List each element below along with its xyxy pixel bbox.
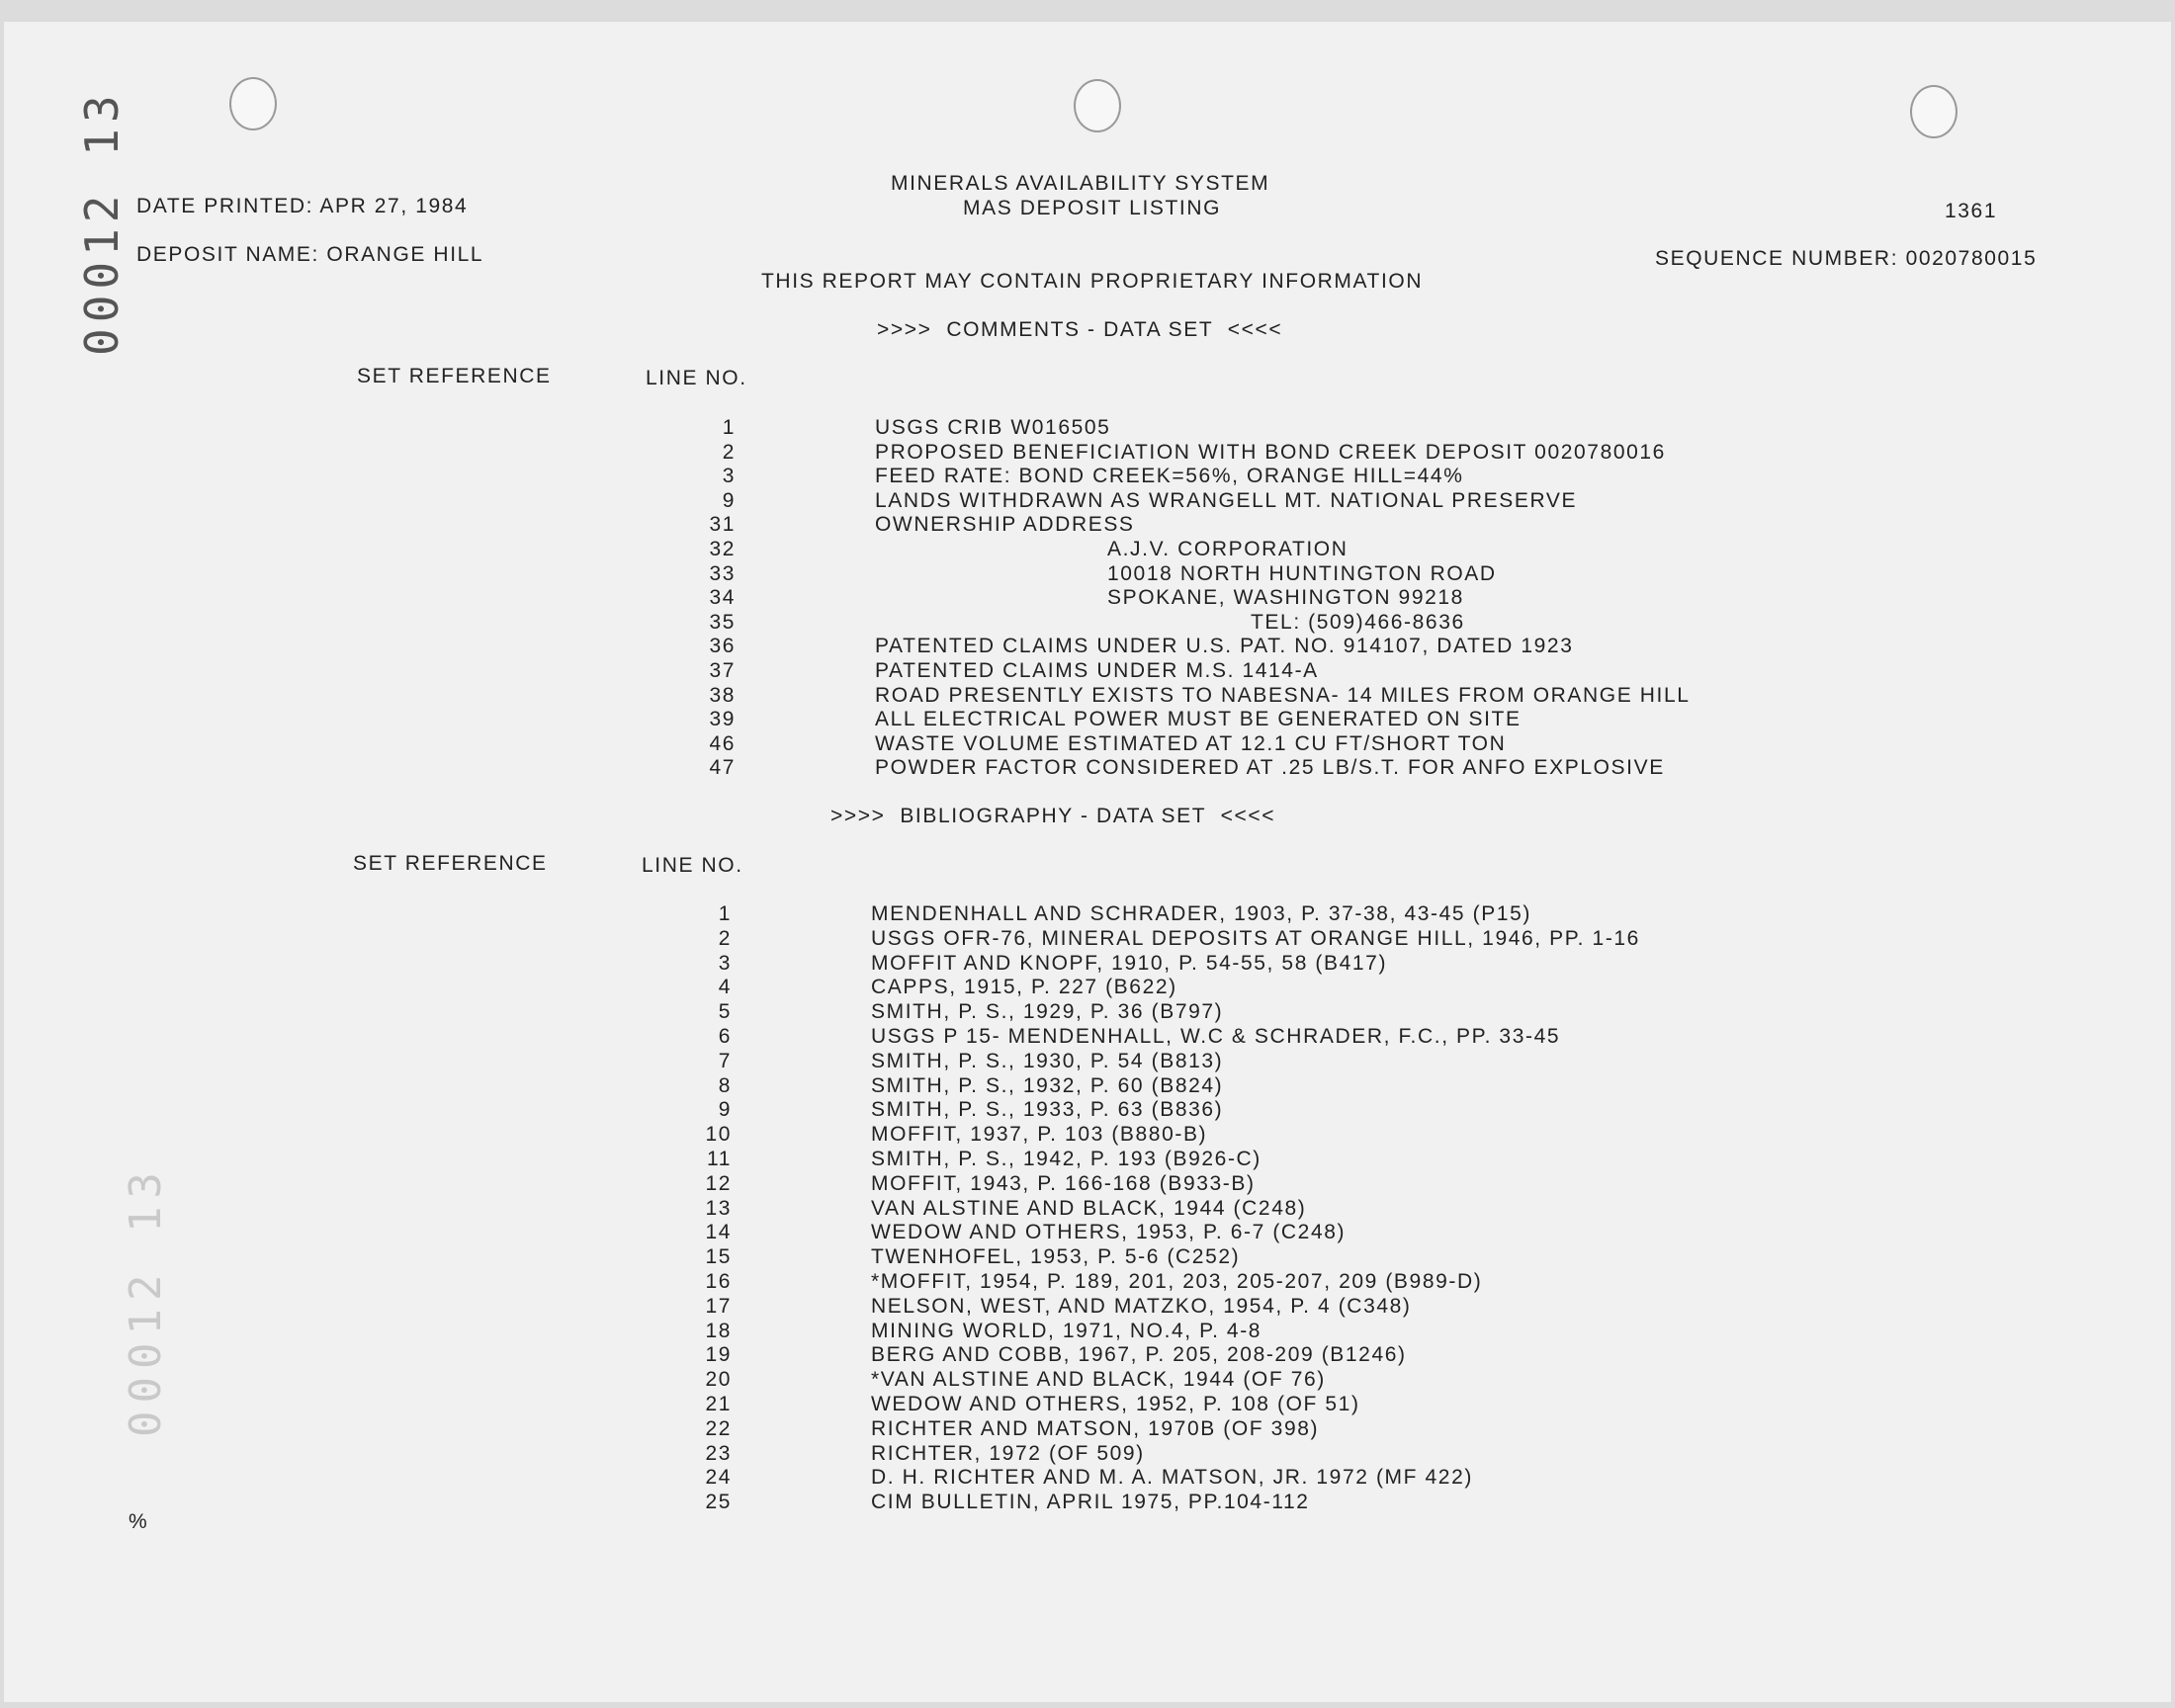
comment-line-text: ROAD PRESENTLY EXISTS TO NABESNA- 14 MILES FROM ORANGE HILL: [875, 683, 1691, 707]
bibliography-line-text: MOFFIT, 1937, P. 103 (B880-B): [871, 1123, 1208, 1147]
comment-line-number: 36: [709, 635, 736, 658]
bibliography-line-text: VAN ALSTINE AND BLACK, 1944 (C248): [871, 1196, 1307, 1220]
printout-page: [4, 22, 2171, 1702]
bibliography-line-number: 14: [705, 1221, 732, 1244]
footer-mark: %: [129, 1510, 149, 1533]
bibliography-line-number: 21: [705, 1393, 732, 1415]
bibliography-line-text: CAPPS, 1915, P. 227 (B622): [871, 976, 1177, 999]
bibliography-line-text: MOFFIT AND KNOPF, 1910, P. 54-55, 58 (B417): [871, 951, 1388, 975]
sequence-number: SEQUENCE NUMBER: 0020780015: [1655, 247, 2038, 270]
comment-line-text: FEED RATE: BOND CREEK=56%, ORANGE HILL=44%: [875, 465, 1464, 488]
bibliography-line-text: SMITH, P. S., 1942, P. 193 (B926-C): [871, 1148, 1262, 1170]
comments-section-title: >>>> COMMENTS - DATA SET <<<<: [877, 318, 1283, 341]
punch-hole-left: [229, 77, 277, 130]
bibliography-line-number: 19: [705, 1343, 732, 1367]
comment-line-number: 46: [709, 731, 736, 755]
bibliography-line-text: *MOFFIT, 1954, P. 189, 201, 203, 205-207, 209 (B989-D): [871, 1270, 1483, 1293]
comment-line-text: PATENTED CLAIMS UNDER U.S. PAT. NO. 914107, DATED 1923: [875, 635, 1574, 658]
bibliography-line-number: 7: [718, 1049, 732, 1072]
bibliography-line-text: *VAN ALSTINE AND BLACK, 1944 (OF 76): [871, 1368, 1326, 1392]
bibliography-line-number: 5: [718, 1000, 732, 1024]
bibliography-line-text: RICHTER AND MATSON, 1970B (OF 398): [871, 1416, 1320, 1440]
bibliography-col-line-no: LINE NO.: [642, 854, 743, 877]
comment-line-number: 1: [722, 416, 736, 439]
bibliography-line-number: 3: [718, 951, 732, 975]
bibliography-line-number: 20: [705, 1368, 732, 1392]
comment-line-number: 31: [709, 513, 736, 537]
bibliography-line-text: MINING WORLD, 1971, NO.4, P. 4-8: [871, 1319, 1262, 1342]
comment-line-text: TEL: (509)466-8636: [1251, 610, 1465, 634]
bibliography-line-number: 8: [718, 1073, 732, 1097]
bibliography-line-number: 12: [705, 1171, 732, 1195]
bibliography-line-text: MOFFIT, 1943, P. 166-168 (B933-B): [871, 1171, 1256, 1195]
comment-line-number: 39: [709, 708, 736, 731]
bibliography-line-text: TWENHOFEL, 1953, P. 5-6 (C252): [871, 1245, 1241, 1269]
comment-line-text: PATENTED CLAIMS UNDER M.S. 1414-A: [875, 659, 1319, 682]
faint-stamp-number: 00012 13: [121, 1164, 171, 1437]
punch-hole-right: [1910, 85, 1958, 138]
deposit-name: DEPOSIT NAME: ORANGE HILL: [136, 243, 484, 266]
comment-line-text: WASTE VOLUME ESTIMATED AT 12.1 CU FT/SHORT TON: [875, 731, 1507, 755]
bibliography-line-text: USGS OFR-76, MINERAL DEPOSITS AT ORANGE HILL, 1946, PP. 1-16: [871, 926, 1640, 950]
bibliography-line-number: 9: [718, 1098, 732, 1122]
comment-line-number: 3: [722, 465, 736, 488]
comment-line-number: 9: [722, 488, 736, 512]
comments-col-line-no: LINE NO.: [646, 367, 747, 389]
bibliography-line-number: 10: [705, 1123, 732, 1147]
comment-line-text: POWDER FACTOR CONSIDERED AT .25 LB/S.T. FOR ANFO EXPLOSIVE: [875, 756, 1665, 780]
bibliography-line-text: WEDOW AND OTHERS, 1952, P. 108 (OF 51): [871, 1393, 1360, 1415]
bibliography-section-title: >>>> BIBLIOGRAPHY - DATA SET <<<<: [830, 805, 1276, 827]
comment-line-number: 37: [709, 659, 736, 682]
bibliography-line-number: 18: [705, 1319, 732, 1342]
bibliography-line-text: SMITH, P. S., 1932, P. 60 (B824): [871, 1073, 1224, 1097]
comment-line-text: USGS CRIB W016505: [875, 416, 1111, 439]
bibliography-line-number: 1: [718, 902, 732, 925]
comment-line-number: 47: [709, 756, 736, 780]
comment-line-number: 38: [709, 683, 736, 707]
comment-line-text: SPOKANE, WASHINGTON 99218: [1107, 586, 1464, 610]
bibliography-line-number: 13: [705, 1196, 732, 1220]
bibliography-col-set-reference: SET REFERENCE: [353, 852, 548, 875]
page-number: 1361: [1945, 200, 1998, 222]
bibliography-line-text: RICHTER, 1972 (OF 509): [871, 1441, 1145, 1465]
bibliography-line-number: 16: [705, 1270, 732, 1293]
comment-line-text: OWNERSHIP ADDRESS: [875, 513, 1135, 537]
bibliography-line-number: 17: [705, 1294, 732, 1318]
comment-line-text: LANDS WITHDRAWN AS WRANGELL MT. NATIONAL PRESERVE: [875, 488, 1578, 512]
bibliography-line-text: SMITH, P. S., 1929, P. 36 (B797): [871, 1000, 1224, 1024]
bibliography-line-text: CIM BULLETIN, APRIL 1975, PP.104-112: [871, 1491, 1310, 1514]
bibliography-line-text: D. H. RICHTER AND M. A. MATSON, JR. 1972 (MF 422): [871, 1466, 1473, 1490]
comment-line-number: 34: [709, 586, 736, 610]
proprietary-notice: THIS REPORT MAY CONTAIN PROPRIETARY INFORMATION: [761, 270, 1424, 293]
bibliography-line-number: 24: [705, 1466, 732, 1490]
bibliography-line-text: MENDENHALL AND SCHRADER, 1903, P. 37-38, 43-45 (P15): [871, 902, 1531, 925]
bibliography-line-text: SMITH, P. S., 1930, P. 54 (B813): [871, 1049, 1224, 1072]
bibliography-line-number: 11: [707, 1148, 732, 1170]
bibliography-line-text: USGS P 15- MENDENHALL, W.C & SCHRADER, F.C., PP. 33-45: [871, 1025, 1561, 1048]
bibliography-line-number: 15: [705, 1245, 732, 1269]
listing-title: MAS DEPOSIT LISTING: [963, 197, 1222, 219]
bibliography-line-number: 23: [705, 1441, 732, 1465]
comment-line-number: 35: [709, 610, 736, 634]
bibliography-line-text: WEDOW AND OTHERS, 1953, P. 6-7 (C248): [871, 1221, 1347, 1244]
bibliography-line-number: 25: [705, 1491, 732, 1514]
comment-line-text: A.J.V. CORPORATION: [1107, 538, 1348, 560]
bibliography-line-number: 22: [705, 1416, 732, 1440]
bibliography-line-number: 2: [718, 926, 732, 950]
system-title: MINERALS AVAILABILITY SYSTEM: [891, 172, 1270, 195]
date-printed: DATE PRINTED: APR 27, 1984: [136, 195, 469, 217]
side-stamp-number: 00012 13: [75, 89, 129, 356]
bibliography-line-text: SMITH, P. S., 1933, P. 63 (B836): [871, 1098, 1224, 1122]
bibliography-line-number: 4: [718, 976, 732, 999]
comment-line-text: ALL ELECTRICAL POWER MUST BE GENERATED ON SITE: [875, 708, 1522, 731]
comment-line-number: 33: [709, 561, 736, 585]
comment-line-number: 2: [722, 440, 736, 464]
comment-line-text: PROPOSED BENEFICIATION WITH BOND CREEK DEPOSIT 0020780016: [875, 440, 1666, 464]
comment-line-text: 10018 NORTH HUNTINGTON ROAD: [1107, 561, 1497, 585]
comments-col-set-reference: SET REFERENCE: [357, 365, 552, 387]
bibliography-line-text: NELSON, WEST, AND MATZKO, 1954, P. 4 (C348): [871, 1294, 1412, 1318]
bibliography-line-number: 6: [718, 1025, 732, 1048]
comment-line-number: 32: [709, 538, 736, 560]
bibliography-line-text: BERG AND COBB, 1967, P. 205, 208-209 (B1246): [871, 1343, 1407, 1367]
punch-hole-center: [1074, 79, 1121, 132]
